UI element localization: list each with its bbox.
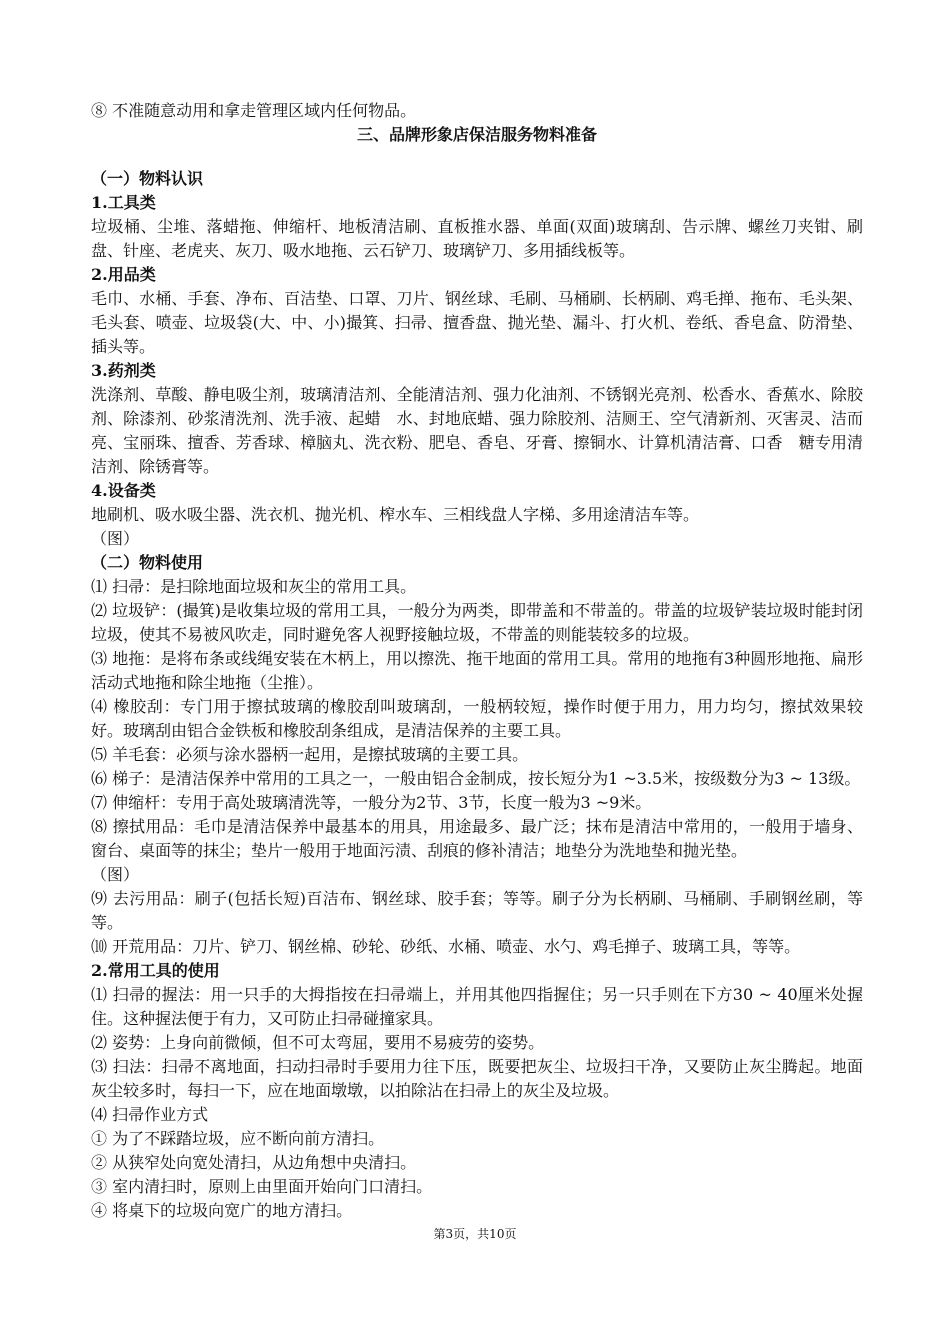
paragraph-supplies: 毛巾、水桶、手套、净布、百洁垫、口罩、刀片、钢丝球、毛刷、马桶刷、长柄刷、鸡毛掸、拖布、毛头架、毛头套、喷壶、垃圾袋(大、中、小)撮箕、扫帚、擅香盘、抛光垫、漏斗、打火机、卷纸、香皂盒、防滑垫、插头等。 — [91, 289, 863, 356]
heading-supplies: 2.用品类 — [91, 265, 156, 284]
usage-item-5: ⑸ 羊毛套：必须与涂水器柄一起用，是擦拭玻璃的主要工具。 — [91, 745, 529, 764]
broom-method-1: ① 为了不踩踏垃圾，应不断向前方清扫。 — [91, 1129, 385, 1148]
section-title: 三、品牌形象店保洁服务物料准备 — [356, 125, 597, 144]
usage-item-4: ⑷ 橡胶刮：专门用于擦拭玻璃的橡胶刮叫玻璃刮，一般柄较短，操作时便于用力，用力均匀，擦拭效果较好。玻璃刮由铝合金铁板和橡胶刮条组成，是清洁保养的主要工具。 — [91, 697, 863, 740]
usage-item-9: ⑼ 去污用品：刷子(包括长短)百洁布、钢丝球、胶手套；等等。刷子分为长柄刷、马桶刷、手刷钢丝刷，等等。 — [91, 889, 863, 932]
heading-material-usage: （二）物料使用 — [91, 553, 204, 572]
heading-chemicals: 3.药剂类 — [91, 361, 156, 380]
heading-equipment: 4.设备类 — [91, 481, 156, 500]
page-number: 第3页，共10页 — [433, 1227, 517, 1241]
usage-item-1: ⑴ 扫帚：是扫除地面垃圾和灰尘的常用工具。 — [91, 577, 417, 596]
usage-item-8: ⑻ 擦拭用品：毛巾是清洁保养中最基本的用具，用途最多、最广泛；抹布是清洁中常用的，一般用于墙身、窗台、桌面等的抹尘；垫片一般用于地面污渍、刮痕的修补清洁；地垫分为洗地垫和抛光垫。 — [91, 817, 863, 860]
heading-tools: 1.工具类 — [91, 193, 156, 212]
usage-item-10: ⑽ 开荒用品：刀片、铲刀、钢丝棉、砂轮、砂纸、水桶、喷壶、水勺、鸡毛掸子、玻璃工具，等等。 — [91, 937, 801, 956]
paragraph-chemicals: 洗涤剂、草酸、静电吸尘剂，玻璃清洁剂、全能清洁剂、强力化油剂、不锈钢光亮剂、松香水、香蕉水、除胶剂、除漆剂、砂浆清洗剂、洗手液、起蜡 水、封地底蜡、强力除胶剂、洁厕王、空气清新剂、灭害灵、洁而亮、宝丽珠、擅香、芳香球、樟脑丸、洗衣粉、肥皂、香皂、牙膏、擦铜水、计算机清洁膏、口香 糖专用清洁剂、除锈膏等。 — [91, 385, 863, 476]
heading-material-recognition: （一）物料认识 — [91, 169, 204, 188]
usage-item-2: ⑵ 垃圾铲：(撮箕)是收集垃圾的常用工具，一般分为两类，即带盖和不带盖的。带盖的垃圾铲装垃圾时能封闭垃圾，使其不易被风吹走，同时避免客人视野接触垃圾，不带盖的则能装较多的垃圾。 — [91, 601, 863, 644]
usage-item-6: ⑹ 梯子：是清洁保养中常用的工具之一，一般由铝合金制成，按长短分为1 ~3.5米，按级数分为3 ~ 13级。 — [91, 769, 861, 788]
figure-placeholder-1: （图） — [91, 529, 140, 548]
usage-item-7: ⑺ 伸缩杆：专用于高处玻璃清洗等，一般分为2节、3节，长度一般为3 ~9米。 — [91, 793, 652, 812]
usage-item-3: ⑶ 地拖：是将布条或线绳安装在木柄上，用以擦洗、拖干地面的常用工具。常用的地拖有3种圆形地拖、扁形活动式地拖和除尘地拖（尘推）。 — [91, 649, 863, 692]
broom-method-4: ④ 将桌下的垃圾向宽广的地方清扫。 — [91, 1201, 353, 1220]
broom-method-heading: ⑷ 扫帚作业方式 — [91, 1105, 209, 1124]
broom-posture: ⑵ 姿势：上身向前微倾，但不可太弯屈，要用不易疲劳的姿势。 — [91, 1033, 545, 1052]
document-body — [91, 99, 863, 1223]
broom-sweeping: ⑶ 扫法：扫帚不离地面，扫动扫帚时手要用力往下压，既要把灰尘、垃圾扫干净，又要防止灰尘腾起。地面灰尘较多时，每扫一下，应在地面墩墩，以拍除沾在扫帚上的灰尘及垃圾。 — [91, 1057, 863, 1100]
paragraph-equipment: 地刷机、吸水吸尘器、洗衣机、抛光机、榨水车、三相线盘人字梯、多用途清洁车等。 — [91, 505, 700, 524]
broom-method-3: ③ 室内清扫时，原则上由里面开始向门口清扫。 — [91, 1177, 433, 1196]
broom-grip: ⑴ 扫帚的握法：用一只手的大拇指按在扫帚端上，并用其他四指握住；另一只手则在下方30 ~ 40厘米处握住。这种握法便于有力，又可防止扫帚碰撞家具。 — [91, 985, 863, 1028]
broom-method-2: ② 从狭窄处向宽处清扫，从边角想中央清扫。 — [91, 1153, 417, 1172]
heading-common-tools-usage: 2.常用工具的使用 — [91, 961, 220, 980]
figure-placeholder-2: （图） — [91, 865, 140, 884]
rule-item-8: ⑧ 不准随意动用和拿走管理区域内任何物品。 — [91, 101, 417, 120]
paragraph-tools: 垃圾桶、尘堆、落蜡拖、伸缩杆、地板清洁刷、直板推水器、单面(双面)玻璃刮、告示牌、螺丝刀夹钳、刷盘、针座、老虎夹、灰刀、吸水地拖、云石铲刀、玻璃铲刀、多用插线板等。 — [91, 217, 863, 260]
